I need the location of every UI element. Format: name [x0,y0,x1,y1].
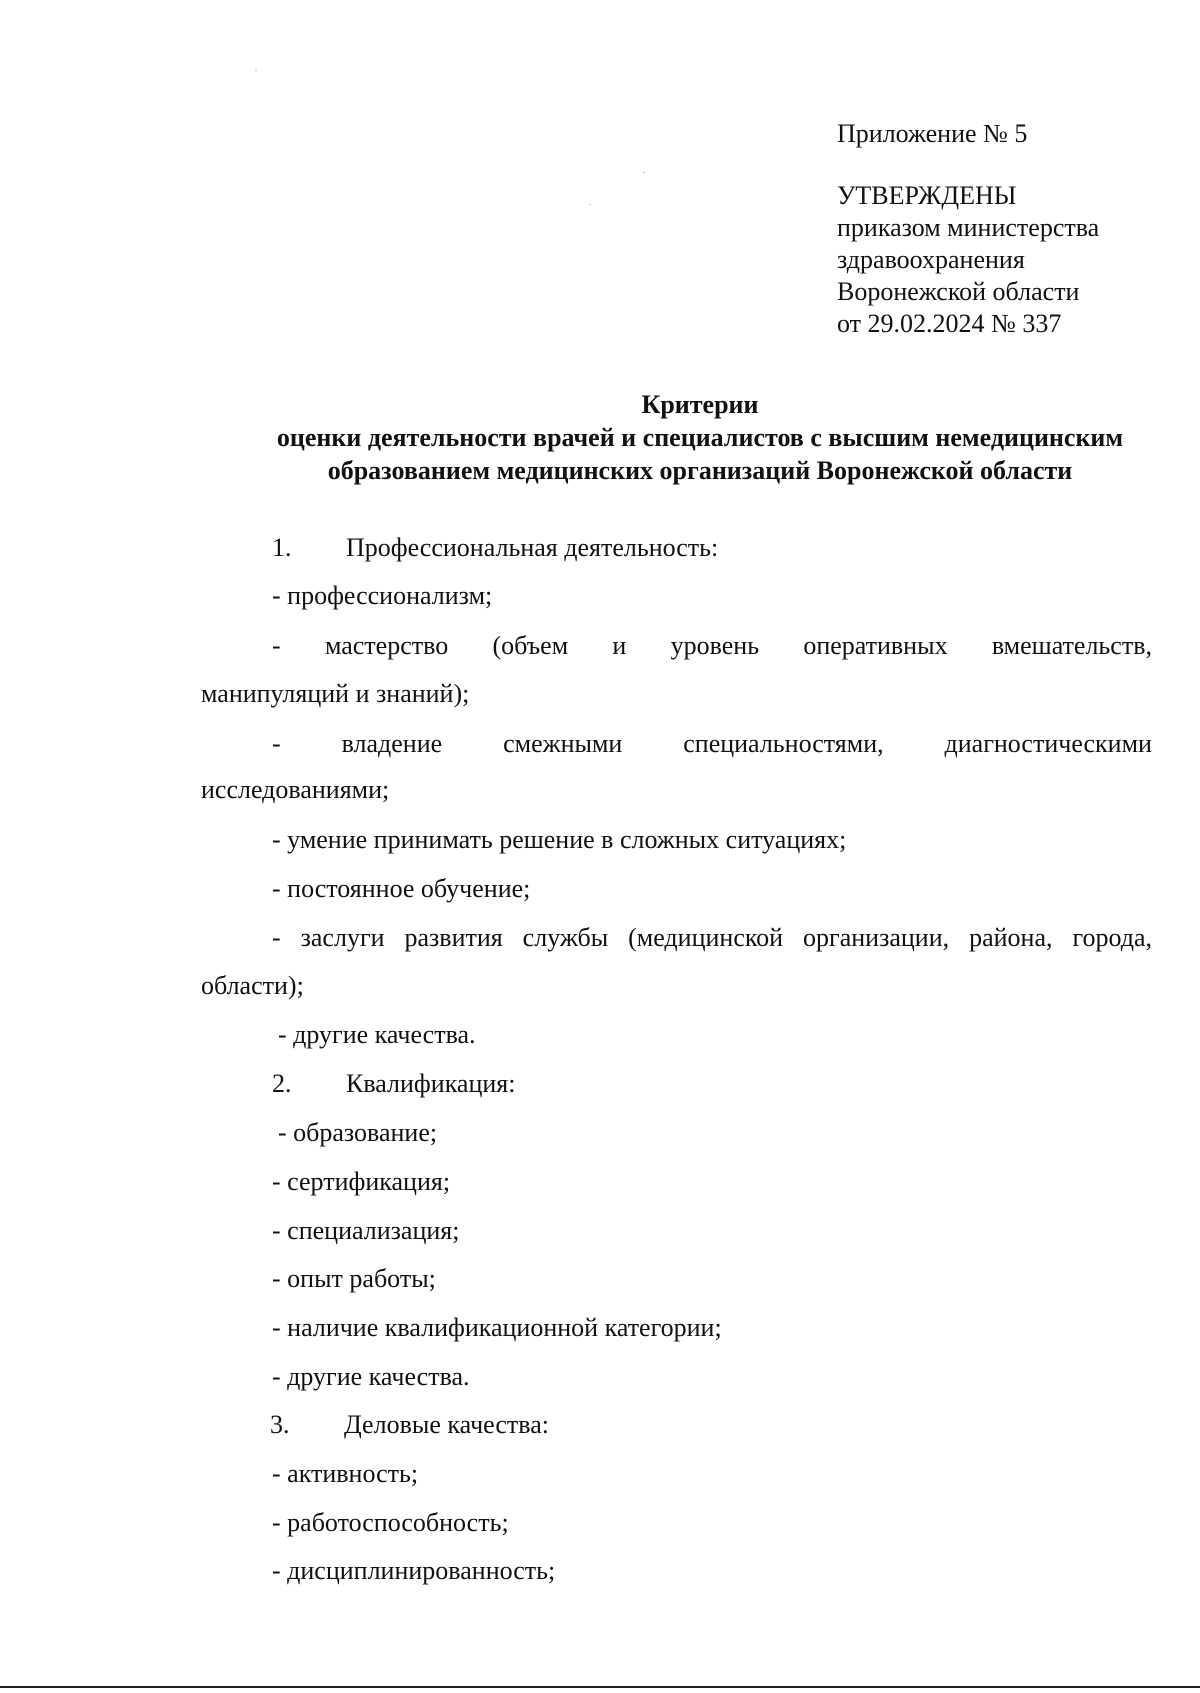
approval-line: приказом министерства [837,213,1100,242]
word: оперативных [803,631,948,660]
word: (объем [492,631,569,660]
list-item-justified [272,630,1152,662]
title-line: образованием медицинских организаций Воронежской области [327,456,1073,485]
page-bottom-edge [0,1686,1200,1688]
list-item: - другие качества. [278,1020,476,1049]
scan-speck [589,204,591,205]
title-line: оценки деятельности врачей и специалистов с высшим немедицинским [276,423,1124,452]
title-line: Критерии [641,390,759,419]
list-item: - постоянное обучение; [272,874,531,903]
word: мастерство [324,631,449,660]
word: специальностями, [683,729,884,758]
word: владение [341,729,443,758]
list-item-continuation: исследованиями; [201,775,390,804]
section-number: 1. [272,533,292,562]
word: уровень [670,631,760,660]
approval-line: Воронежской области [837,277,1080,306]
word: - [272,631,281,660]
approval-heading: УТВЕРЖДЕНЫ [837,181,1017,210]
list-item-justified [272,728,1152,760]
list-item: - умение принимать решение в сложных ситуациях; [272,825,847,854]
approval-line: здравоохранения [837,245,1025,274]
list-item: - сертификация; [272,1167,451,1196]
word: - [272,729,281,758]
word: вмешательств, [991,631,1152,660]
approval-block [837,118,1177,340]
word: смежными [503,729,623,758]
word: и [612,631,627,660]
approval-line: от 29.02.2024 № 337 [837,309,1062,338]
section-heading [272,1068,515,1100]
list-item: - опыт работы; [272,1264,436,1293]
list-item: - работоспособность; [272,1508,509,1537]
list-item: - наличие квалификационной категории; [272,1313,722,1342]
section-heading [270,1409,549,1441]
list-item-continuation: области); [201,971,304,1000]
list-item: - профессионализм; [272,581,493,610]
scan-speck [255,70,257,71]
section-number: 3. [270,1410,290,1439]
scan-speck [643,172,645,173]
list-item: - дисциплинированность; [272,1556,556,1585]
section-title: Профессиональная деятельность: [346,533,719,562]
annex-number: Приложение № 5 [837,119,1028,148]
list-item-continuation: манипуляций и знаний); [201,679,470,708]
list-item: - активность; [272,1459,419,1488]
section-title: Деловые качества: [344,1410,549,1439]
section-number: 2. [272,1069,292,1098]
word: диагностическими [944,729,1152,758]
document-title [200,388,1200,487]
list-item: - образование; [278,1118,438,1147]
section-title: Квалификация: [346,1069,516,1098]
list-item: - специализация; [272,1216,460,1245]
list-item: - другие качества. [272,1362,470,1391]
list-item-justified: - заслуги развития службы (медицинской организации, района, города, [272,923,1152,952]
section-heading [272,532,718,564]
